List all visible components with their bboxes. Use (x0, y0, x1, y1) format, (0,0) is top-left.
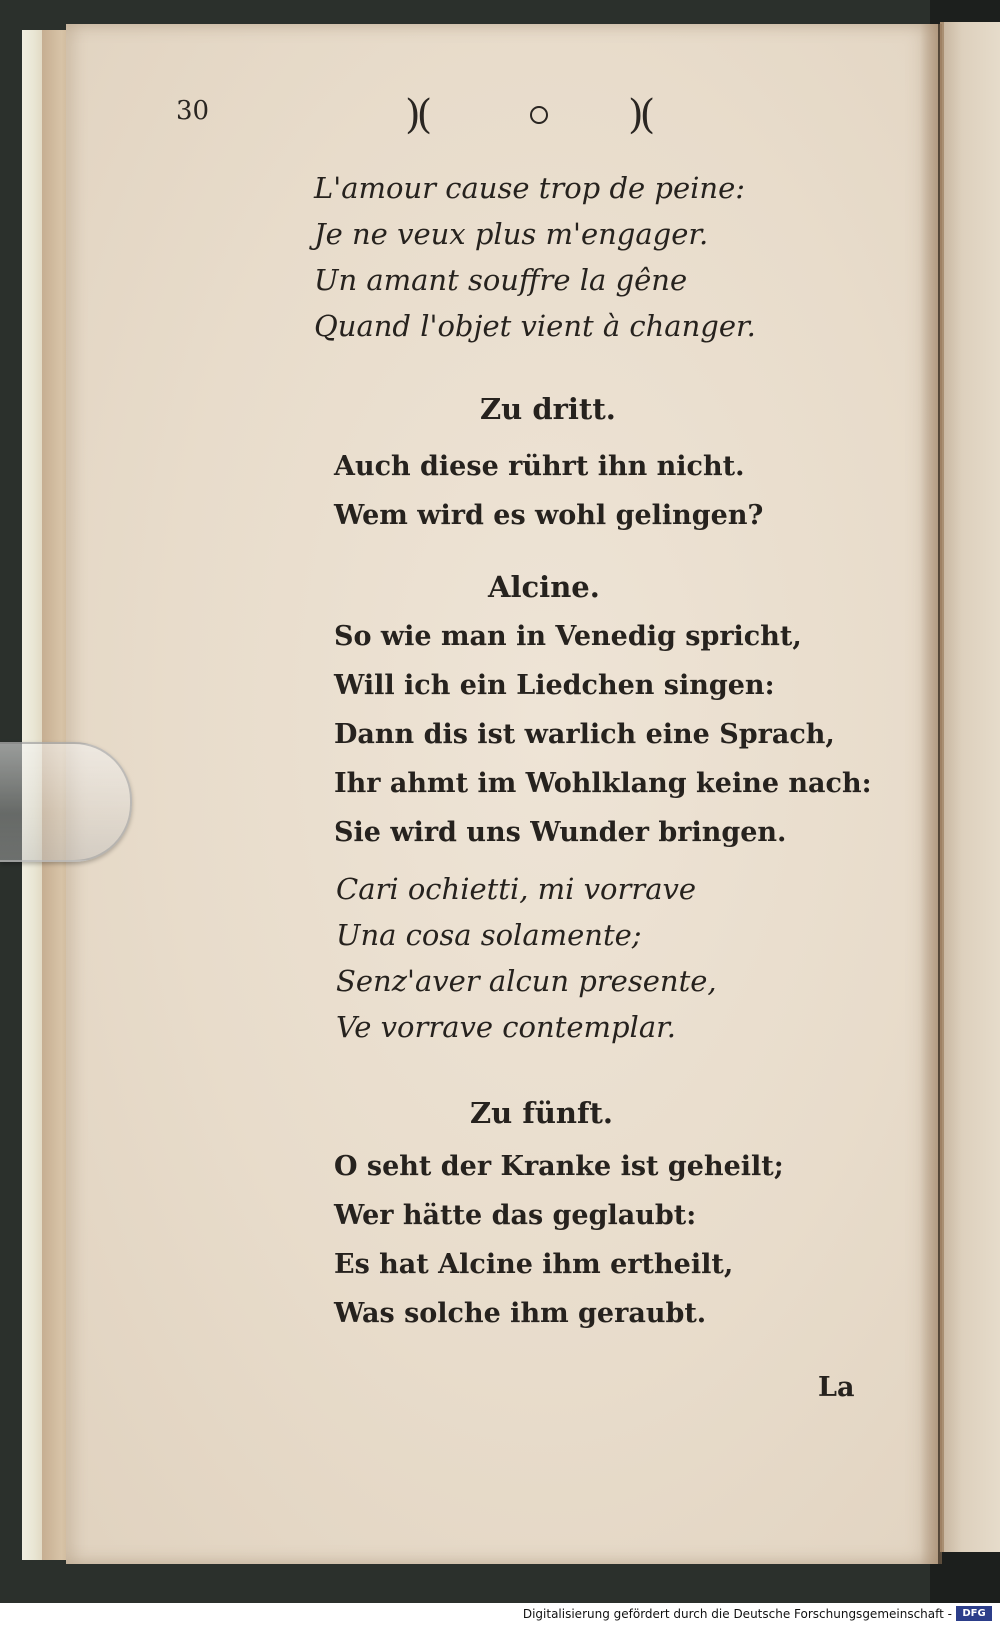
speaker-zu-fuenft: Zu fünft. (470, 1096, 613, 1130)
verse-line: L'amour cause trop de peine: (314, 171, 746, 205)
verse-line: Ihr ahmt im Wohlklang keine nach: (334, 768, 872, 799)
page-header (0, 92, 1000, 142)
verse-line: Quand l'objet vient à changer. (314, 309, 756, 343)
speaker-zu-dritt: Zu dritt. (480, 392, 616, 426)
verse-line: Wer hätte das geglaubt: (334, 1200, 697, 1231)
verse-line: Una cosa solamente; (336, 918, 642, 952)
ornament-right: )( (628, 92, 652, 138)
verse-line: Sie wird uns Wunder bringen. (334, 817, 787, 848)
catchword: La (818, 1372, 855, 1403)
verse-zu-dritt (334, 442, 763, 540)
verse-line: Je ne veux plus m'engager. (314, 217, 709, 251)
dfg-logo: DFG (956, 1606, 992, 1621)
verse-zu-fuenft (334, 1142, 784, 1338)
page-gutter (920, 24, 942, 1564)
page-clip (0, 742, 132, 862)
verse-line: Wem wird es wohl gelingen? (334, 500, 764, 531)
verse-line: Senz'aver alcun presente, (336, 964, 717, 998)
verse-line: Will ich ein Liedchen singen: (334, 670, 775, 701)
verse-line: Es hat Alcine ihm ertheilt, (334, 1249, 734, 1280)
verse-alcine (334, 612, 872, 857)
speaker-alcine: Alcine. (488, 570, 600, 604)
footer-credit: Digitalisierung gefördert durch die Deutsche Forschungsgemeinschaft - (522, 1607, 952, 1621)
page-number: 30 (176, 96, 210, 126)
verse-line: So wie man in Venedig spricht, (334, 621, 802, 652)
ornament-circle-icon (530, 106, 548, 124)
verse-line: Was solche ihm geraubt. (334, 1298, 707, 1329)
verse-line: Dann dis ist warlich eine Sprach, (334, 719, 835, 750)
italian-verse (336, 866, 717, 1050)
verse-line: O seht der Kranke ist geheilt; (334, 1151, 784, 1182)
verse-line: Auch diese rührt ihn nicht. (334, 451, 745, 482)
verse-line: Cari ochietti, mi vorrave (336, 872, 697, 906)
ornament-left: )( (405, 92, 429, 138)
digitization-footer (0, 1603, 1000, 1625)
verse-line: Un amant souffre la gêne (314, 263, 688, 297)
french-verse (314, 165, 756, 349)
facing-page-edge (940, 22, 1000, 1552)
verse-line: Ve vorrave contemplar. (336, 1010, 676, 1044)
